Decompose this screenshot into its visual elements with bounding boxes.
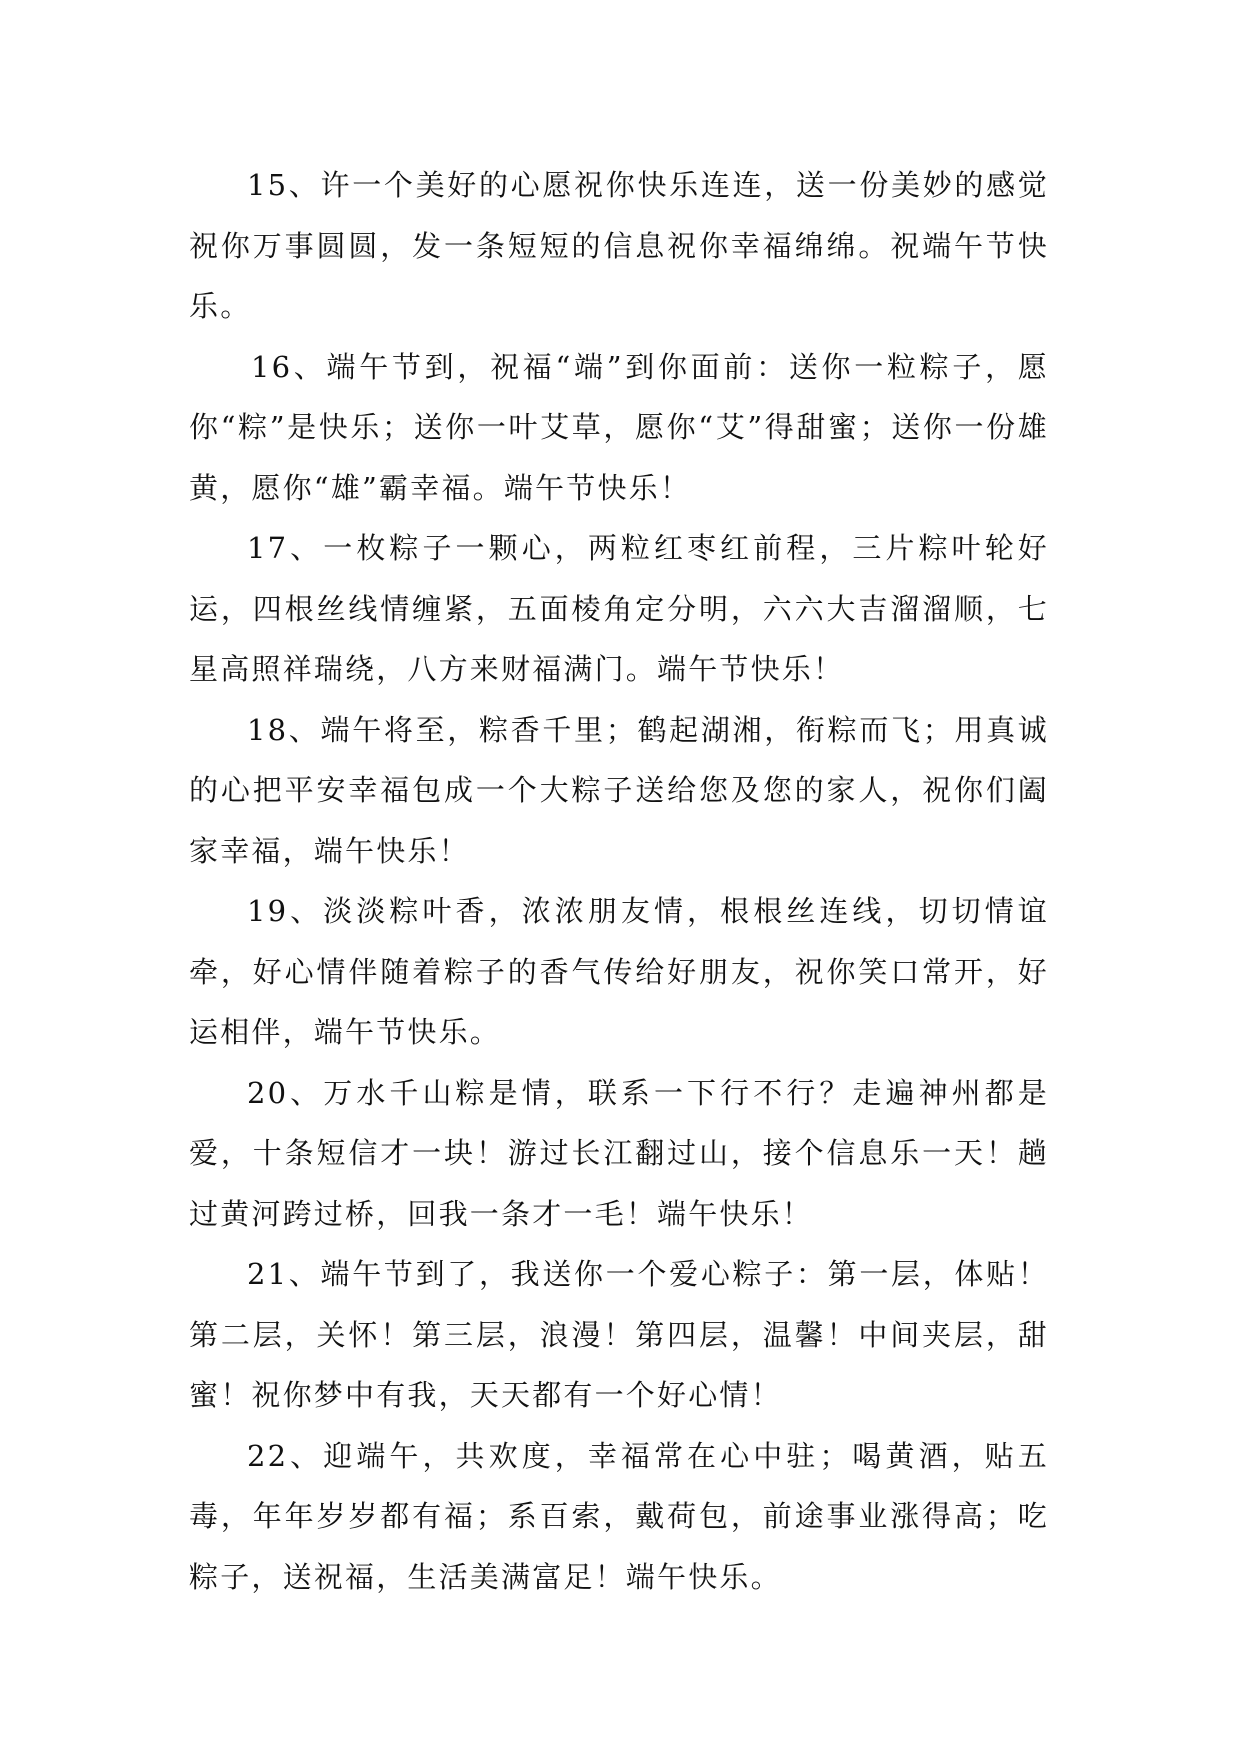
paragraph-22: 22、迎端午，共欢度，幸福常在心中驻；喝黄酒，贴五毒，年年岁岁都有福；系百索，戴荷包，前途事业涨得高；吃粽子，送祝福，生活美满富足！端午快乐。	[189, 1438, 1049, 1594]
paragraph-17: 17、一枚粽子一颗心，两粒红枣红前程，三片粽叶轮好运，四根丝线情缠紧，五面棱角定分明，六六大吉溜溜顺，七星高照祥瑞绕，八方来财福满门。端午节快乐！	[189, 531, 1049, 686]
paragraph-21: 21、端午节到了，我送你一个爱心粽子：第一层，体贴！第二层，关怀！第三层，浪漫！第四层，温馨！中间夹层，甜蜜！祝你梦中有我，天天都有一个好心情！	[189, 1257, 1049, 1412]
paragraph-19: 19、淡淡粽叶香，浓浓朋友情，根根丝连线，切切情谊牵，好心情伴随着粽子的香气传给好朋友，祝你笑口常开，好运相伴，端午节快乐。	[189, 894, 1049, 1049]
paragraph-20: 20、万水千山粽是情，联系一下行不行？走遍神州都是爱，十条短信才一块！游过长江翻过山，接个信息乐一天！趟过黄河跨过桥，回我一条才一毛！端午快乐！	[189, 1075, 1049, 1231]
document-body	[189, 155, 1049, 1607]
paragraph-16: 16、端午节到，祝福“端”到你面前：送你一粒粽子，愿你“粽”是快乐；送你一叶艾草，愿你“艾”得甜蜜；送你一份雄黄，愿你“雄”霸幸福。端午节快乐！	[189, 349, 1049, 505]
paragraph-18: 18、端午将至，粽香千里；鹤起湖湘，衔粽而飞；用真诚的心把平安幸福包成一个大粽子送给您及您的家人，祝你们阖家幸福，端午快乐！	[189, 712, 1049, 868]
paragraph-15: 15、许一个美好的心愿祝你快乐连连，送一份美妙的感觉祝你万事圆圆，发一条短短的信息祝你幸福绵绵。祝端午节快乐。	[189, 168, 1049, 323]
